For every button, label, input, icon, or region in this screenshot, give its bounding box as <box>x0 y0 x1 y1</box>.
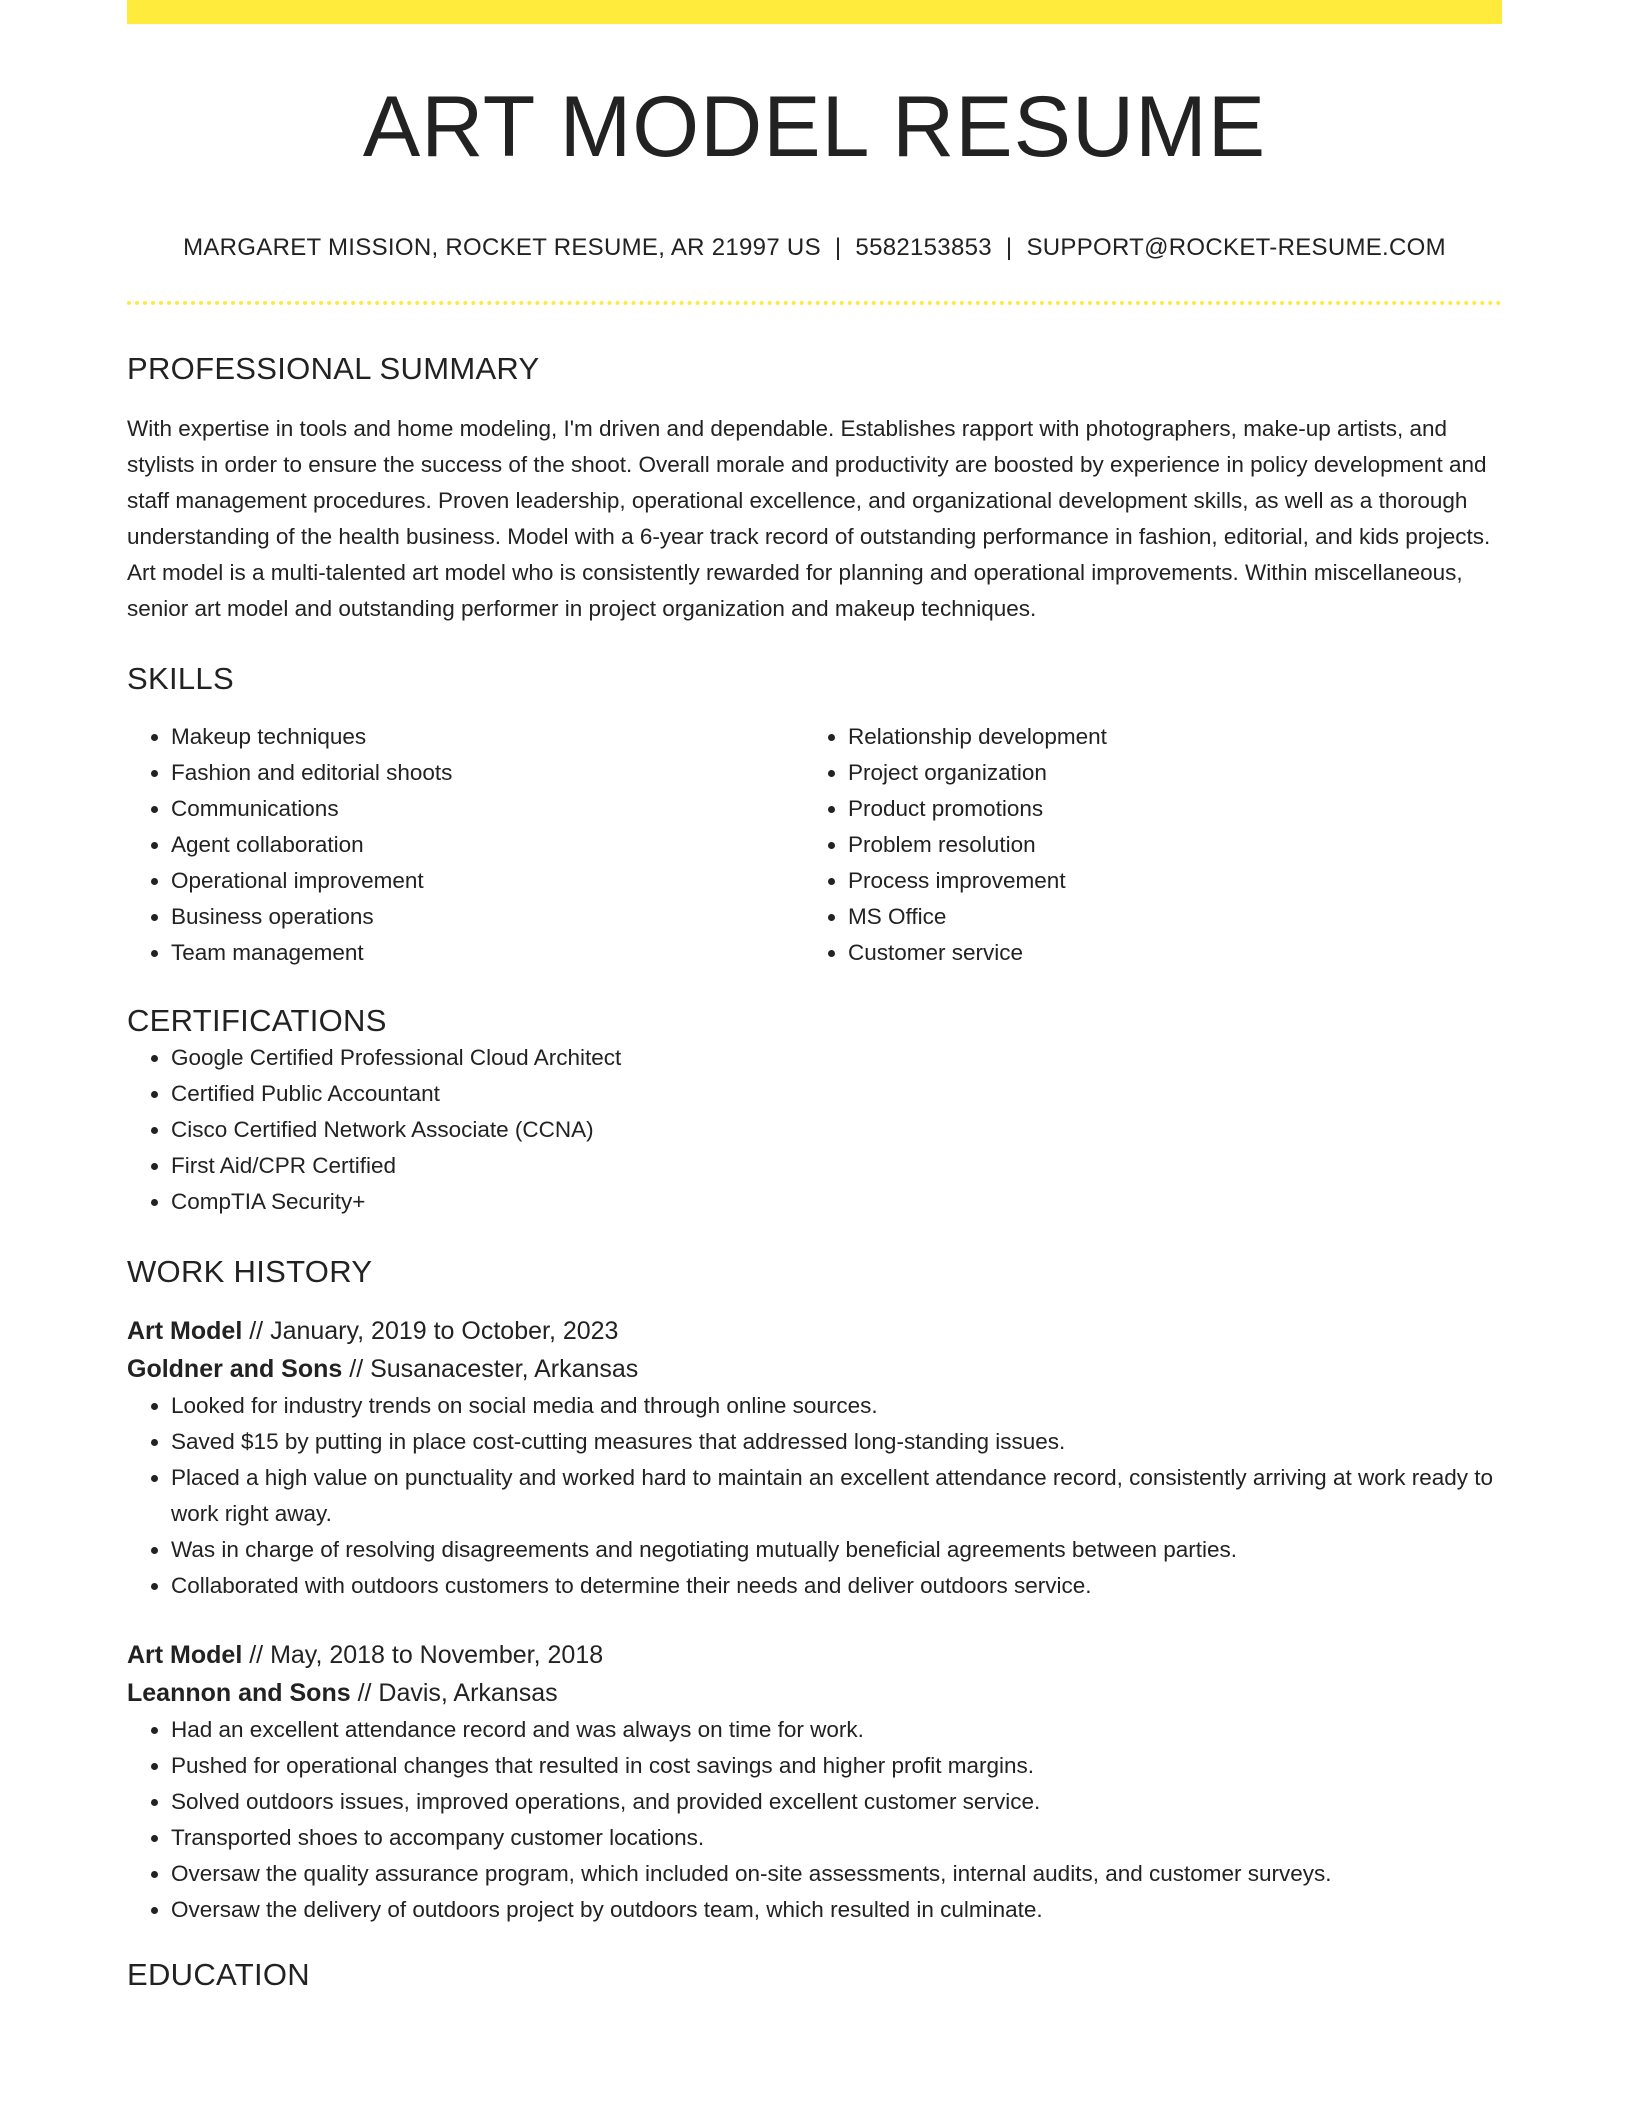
job-duty-item: • Was in charge of resolving disagreements and negotiating mutually beneficial agreements between parties. <box>171 1532 1502 1568</box>
resume-page <box>127 0 1502 1993</box>
skills-list-left <box>127 719 804 971</box>
contact-address: MARGARET MISSION, ROCKET RESUME, AR 21997 US <box>183 234 821 262</box>
job-duty-item: • Placed a high value on punctuality and worked hard to maintain an excellent attendance record, consistently arriving at work ready to work right away. <box>171 1460 1502 1532</box>
skills-column-left <box>127 719 804 971</box>
accent-top-bar <box>127 0 1502 24</box>
education-heading: EDUCATION <box>127 1956 310 1992</box>
skills-grid <box>127 719 1502 971</box>
job-title: Art Model <box>127 1640 243 1669</box>
job-entry <box>127 1636 1502 1928</box>
skill-item: • Process improvement <box>848 863 1481 899</box>
contact-phone: 5582153853 <box>855 234 992 262</box>
job-location: // Davis, Arkansas <box>350 1678 558 1707</box>
skills-heading: SKILLS <box>127 661 234 697</box>
skills-list-right <box>804 719 1481 971</box>
dotted-divider <box>127 301 1502 305</box>
skill-item: • Project organization <box>848 755 1481 791</box>
job-title-line <box>127 1312 1502 1350</box>
work-history-heading: WORK HISTORY <box>127 1253 373 1289</box>
job-dates: // May, 2018 to November, 2018 <box>242 1640 604 1669</box>
certification-item: • CompTIA Security+ <box>171 1184 1502 1220</box>
certification-item: • Google Certified Professional Cloud Architect <box>171 1040 1502 1076</box>
contact-separator: | <box>1005 234 1013 262</box>
contact-separator: | <box>834 234 842 262</box>
skill-item: • Communications <box>171 791 804 827</box>
skills-column-right <box>804 719 1481 971</box>
skill-item: • Team management <box>171 935 804 971</box>
certification-item: • First Aid/CPR Certified <box>171 1148 1502 1184</box>
job-duty-item: • Saved $15 by putting in place cost-cutting measures that addressed long-standing issues. <box>171 1424 1502 1460</box>
job-location: // Susanacester, Arkansas <box>342 1354 639 1383</box>
job-title: Art Model <box>127 1316 243 1345</box>
job-duty-item: • Pushed for operational changes that resulted in cost savings and higher profit margins. <box>171 1748 1502 1784</box>
skill-item: • Relationship development <box>848 719 1481 755</box>
job-duty-item: • Oversaw the quality assurance program, which included on-site assessments, internal audits, and customer surveys. <box>171 1856 1502 1892</box>
contact-line <box>127 234 1502 263</box>
job-duty-item: • Solved outdoors issues, improved operations, and provided excellent customer service. <box>171 1784 1502 1820</box>
skill-item: • Product promotions <box>848 791 1481 827</box>
job-duty-item: • Looked for industry trends on social media and through online sources. <box>171 1388 1502 1424</box>
job-duty-item: • Had an excellent attendance record and was always on time for work. <box>171 1712 1502 1748</box>
job-company-line <box>127 1350 1502 1388</box>
skill-item: • Problem resolution <box>848 827 1481 863</box>
job-title-line <box>127 1636 1502 1674</box>
job-duty-item: • Transported shoes to accompany customer locations. <box>171 1820 1502 1856</box>
job-duties-list <box>127 1388 1502 1604</box>
job-dates: // January, 2019 to October, 2023 <box>242 1316 619 1345</box>
skill-item: • Business operations <box>171 899 804 935</box>
contact-email: SUPPORT@ROCKET-RESUME.COM <box>1026 234 1446 262</box>
certifications-heading: CERTIFICATIONS <box>127 1003 387 1039</box>
skill-item: • Agent collaboration <box>171 827 804 863</box>
job-duties-list <box>127 1712 1502 1928</box>
skill-item: • Fashion and editorial shoots <box>171 755 804 791</box>
summary-text: With expertise in tools and home modeling, I'm driven and dependable. Establishes rapport with photographers, make-up artists, and stylists in order to ensure the success of the shoot. Overall morale and productivity are boosted by experience in policy development and staff management procedures. Proven leadership, operational excellence, and organizational development skills, as well as a thorough understanding of the health business. Model with a 6-year track record of outstanding performance in fashion, editorial, and kids projects. Art model is a multi-talented art model who is consistently rewarded for planning and operational improvements. Within miscellaneous, senior art model and outstanding performer in project organization and makeup techniques. <box>127 416 1491 622</box>
skill-item: • Makeup techniques <box>171 719 804 755</box>
job-duty-item: • Oversaw the delivery of outdoors project by outdoors team, which resulted in culminate. <box>171 1892 1502 1928</box>
skill-item: • Customer service <box>848 935 1481 971</box>
job-company: Goldner and Sons <box>127 1354 343 1383</box>
skill-item: • MS Office <box>848 899 1481 935</box>
certification-item: • Cisco Certified Network Associate (CCNA) <box>171 1112 1502 1148</box>
job-duty-item: • Collaborated with outdoors customers to determine their needs and deliver outdoors service. <box>171 1568 1502 1604</box>
certification-item: • Certified Public Accountant <box>171 1076 1502 1112</box>
summary-heading: PROFESSIONAL SUMMARY <box>127 351 540 387</box>
job-company-line <box>127 1674 1502 1712</box>
resume-title: ART MODEL RESUME <box>362 79 1267 175</box>
job-company: Leannon and Sons <box>127 1678 351 1707</box>
certifications-list <box>127 1040 1502 1220</box>
job-entry <box>127 1312 1502 1604</box>
skill-item: • Operational improvement <box>171 863 804 899</box>
